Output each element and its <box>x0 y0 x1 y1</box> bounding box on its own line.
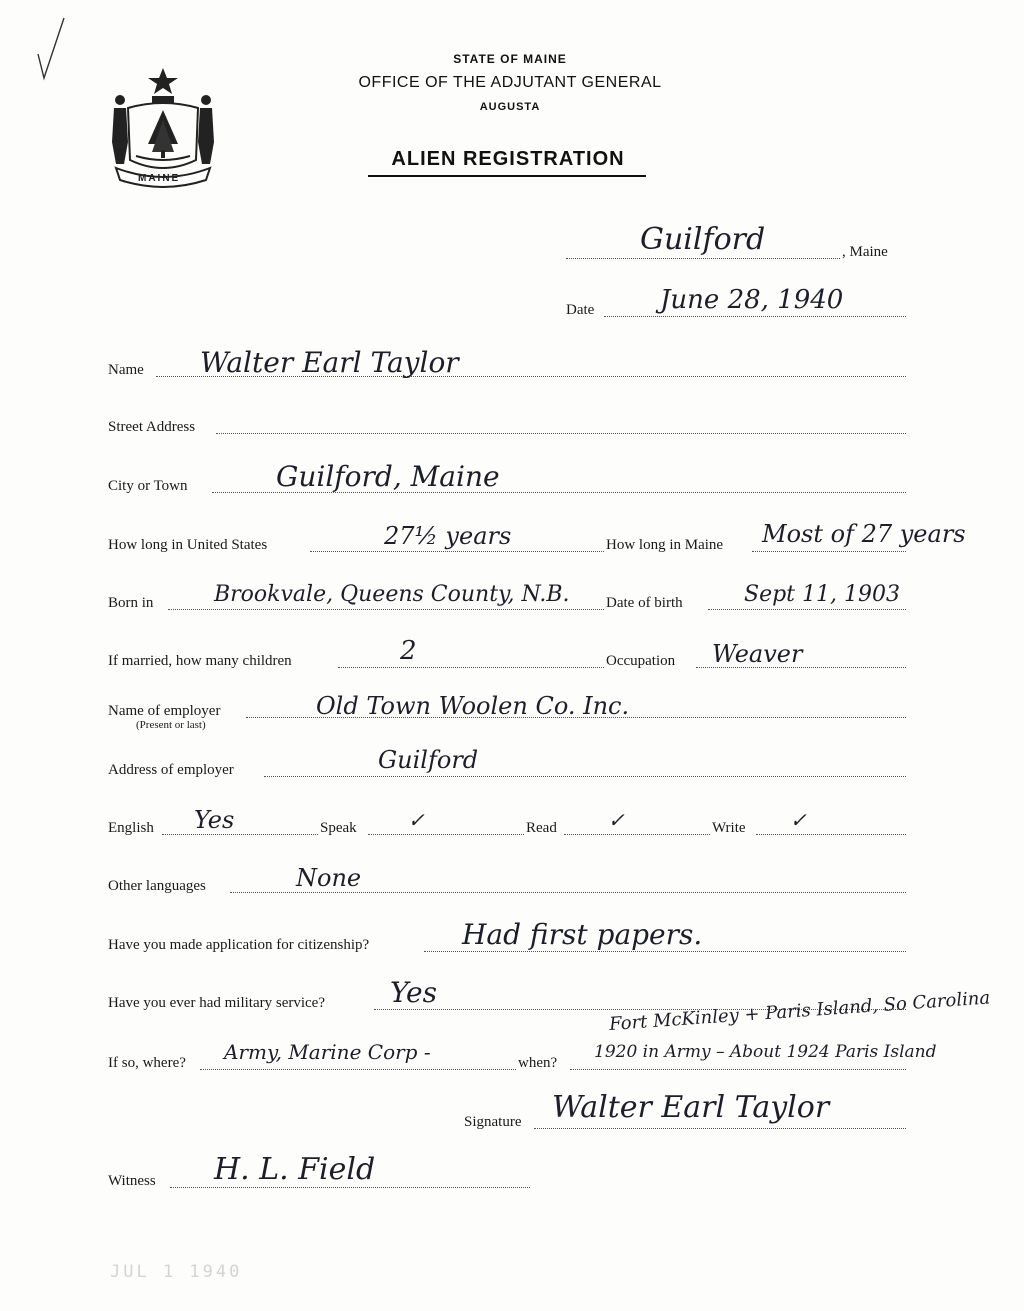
how-long-us-field[interactable] <box>310 551 604 552</box>
date-value: June 28, 1940 <box>660 285 844 315</box>
english-label: English <box>108 820 154 836</box>
where-value: Army, Marine Corp - <box>224 1040 431 1064</box>
citizenship-field[interactable] <box>424 951 906 952</box>
town-field[interactable] <box>566 258 840 259</box>
employer-address-field[interactable] <box>264 776 906 777</box>
military-label: Have you ever had military service? <box>108 995 325 1011</box>
maine-label: , Maine <box>842 244 888 260</box>
employer-address-label: Address of employer <box>108 762 234 778</box>
header-state: STATE OF MAINE <box>453 52 567 66</box>
citizenship-value: Had first papers. <box>462 918 703 951</box>
children-value: 2 <box>400 636 417 666</box>
date-of-birth-label: Date of birth <box>606 595 683 611</box>
witness-field[interactable] <box>170 1187 530 1188</box>
how-long-us-label: How long in United States <box>108 537 268 553</box>
seal-banner-text: MAINE <box>138 173 181 184</box>
employer-address-value: Guilford <box>378 746 479 774</box>
how-long-maine-value: Most of 27 years <box>762 520 966 548</box>
occupation-value: Weaver <box>712 640 803 668</box>
signature-value: Walter Earl Taylor <box>552 1090 830 1125</box>
witness-label: Witness <box>108 1173 156 1189</box>
born-in-field[interactable] <box>168 609 604 610</box>
form-title: ALIEN REGISTRATION <box>391 148 625 170</box>
speak-field[interactable] <box>368 834 524 835</box>
maine-state-seal-icon <box>106 64 220 188</box>
read-value: ✓ <box>608 808 625 832</box>
date-of-birth-field[interactable] <box>708 609 906 610</box>
where-value-line1: Fort McKinley + Paris Island, So Carolina <box>608 987 991 1035</box>
date-label: Date <box>566 302 595 318</box>
where-label: If so, where? <box>108 1055 186 1071</box>
employer-value: Old Town Woolen Co. Inc. <box>316 692 630 720</box>
signature-field[interactable] <box>534 1128 906 1129</box>
speak-label: Speak <box>320 820 357 836</box>
write-label: Write <box>712 820 746 836</box>
write-value: ✓ <box>790 808 807 832</box>
other-languages-value: None <box>296 864 362 892</box>
how-long-maine-field[interactable] <box>752 551 906 552</box>
read-field[interactable] <box>564 834 710 835</box>
title-underline <box>368 175 646 177</box>
where-field[interactable] <box>200 1069 516 1070</box>
english-field[interactable] <box>162 834 318 835</box>
other-languages-field[interactable] <box>230 892 906 893</box>
city-value: Guilford, Maine <box>276 460 500 493</box>
occupation-label: Occupation <box>606 653 676 669</box>
received-stamp: JUL 1 1940 <box>110 1262 243 1282</box>
when-field[interactable] <box>570 1069 906 1070</box>
speak-value: ✓ <box>408 808 425 832</box>
name-value: Walter Earl Taylor <box>200 346 459 379</box>
employer-label: Name of employer <box>108 703 221 719</box>
english-value: Yes <box>194 806 235 834</box>
street-address-label: Street Address <box>108 419 196 435</box>
check-mark-icon <box>30 14 70 84</box>
header-city: AUGUSTA <box>479 101 541 113</box>
when-value: 1920 in Army – About 1924 Paris Island <box>594 1042 937 1062</box>
town-value: Guilford <box>640 222 766 257</box>
signature-label: Signature <box>464 1114 522 1130</box>
read-label: Read <box>526 820 557 836</box>
citizenship-label: Have you made application for citizenship? <box>108 937 370 953</box>
children-field[interactable] <box>338 667 604 668</box>
city-label: City or Town <box>108 478 188 494</box>
military-value: Yes <box>390 976 437 1009</box>
children-label: If married, how many children <box>108 653 292 669</box>
name-label: Name <box>108 362 144 378</box>
header-office: OFFICE OF THE ADJUTANT GENERAL <box>358 74 662 91</box>
witness-value: H. L. Field <box>214 1152 376 1187</box>
date-of-birth-value: Sept 11, 1903 <box>744 582 900 607</box>
street-address-field[interactable] <box>216 433 906 434</box>
employer-sublabel: (Present or last) <box>136 719 206 731</box>
when-label: when? <box>518 1055 558 1071</box>
born-in-label: Born in <box>108 595 154 611</box>
how-long-maine-label: How long in Maine <box>606 537 724 553</box>
born-in-value: Brookvale, Queens County, N.B. <box>214 582 570 607</box>
date-field[interactable] <box>604 316 906 317</box>
how-long-us-value: 27½ years <box>384 522 512 550</box>
other-languages-label: Other languages <box>108 878 206 894</box>
write-field[interactable] <box>756 834 906 835</box>
